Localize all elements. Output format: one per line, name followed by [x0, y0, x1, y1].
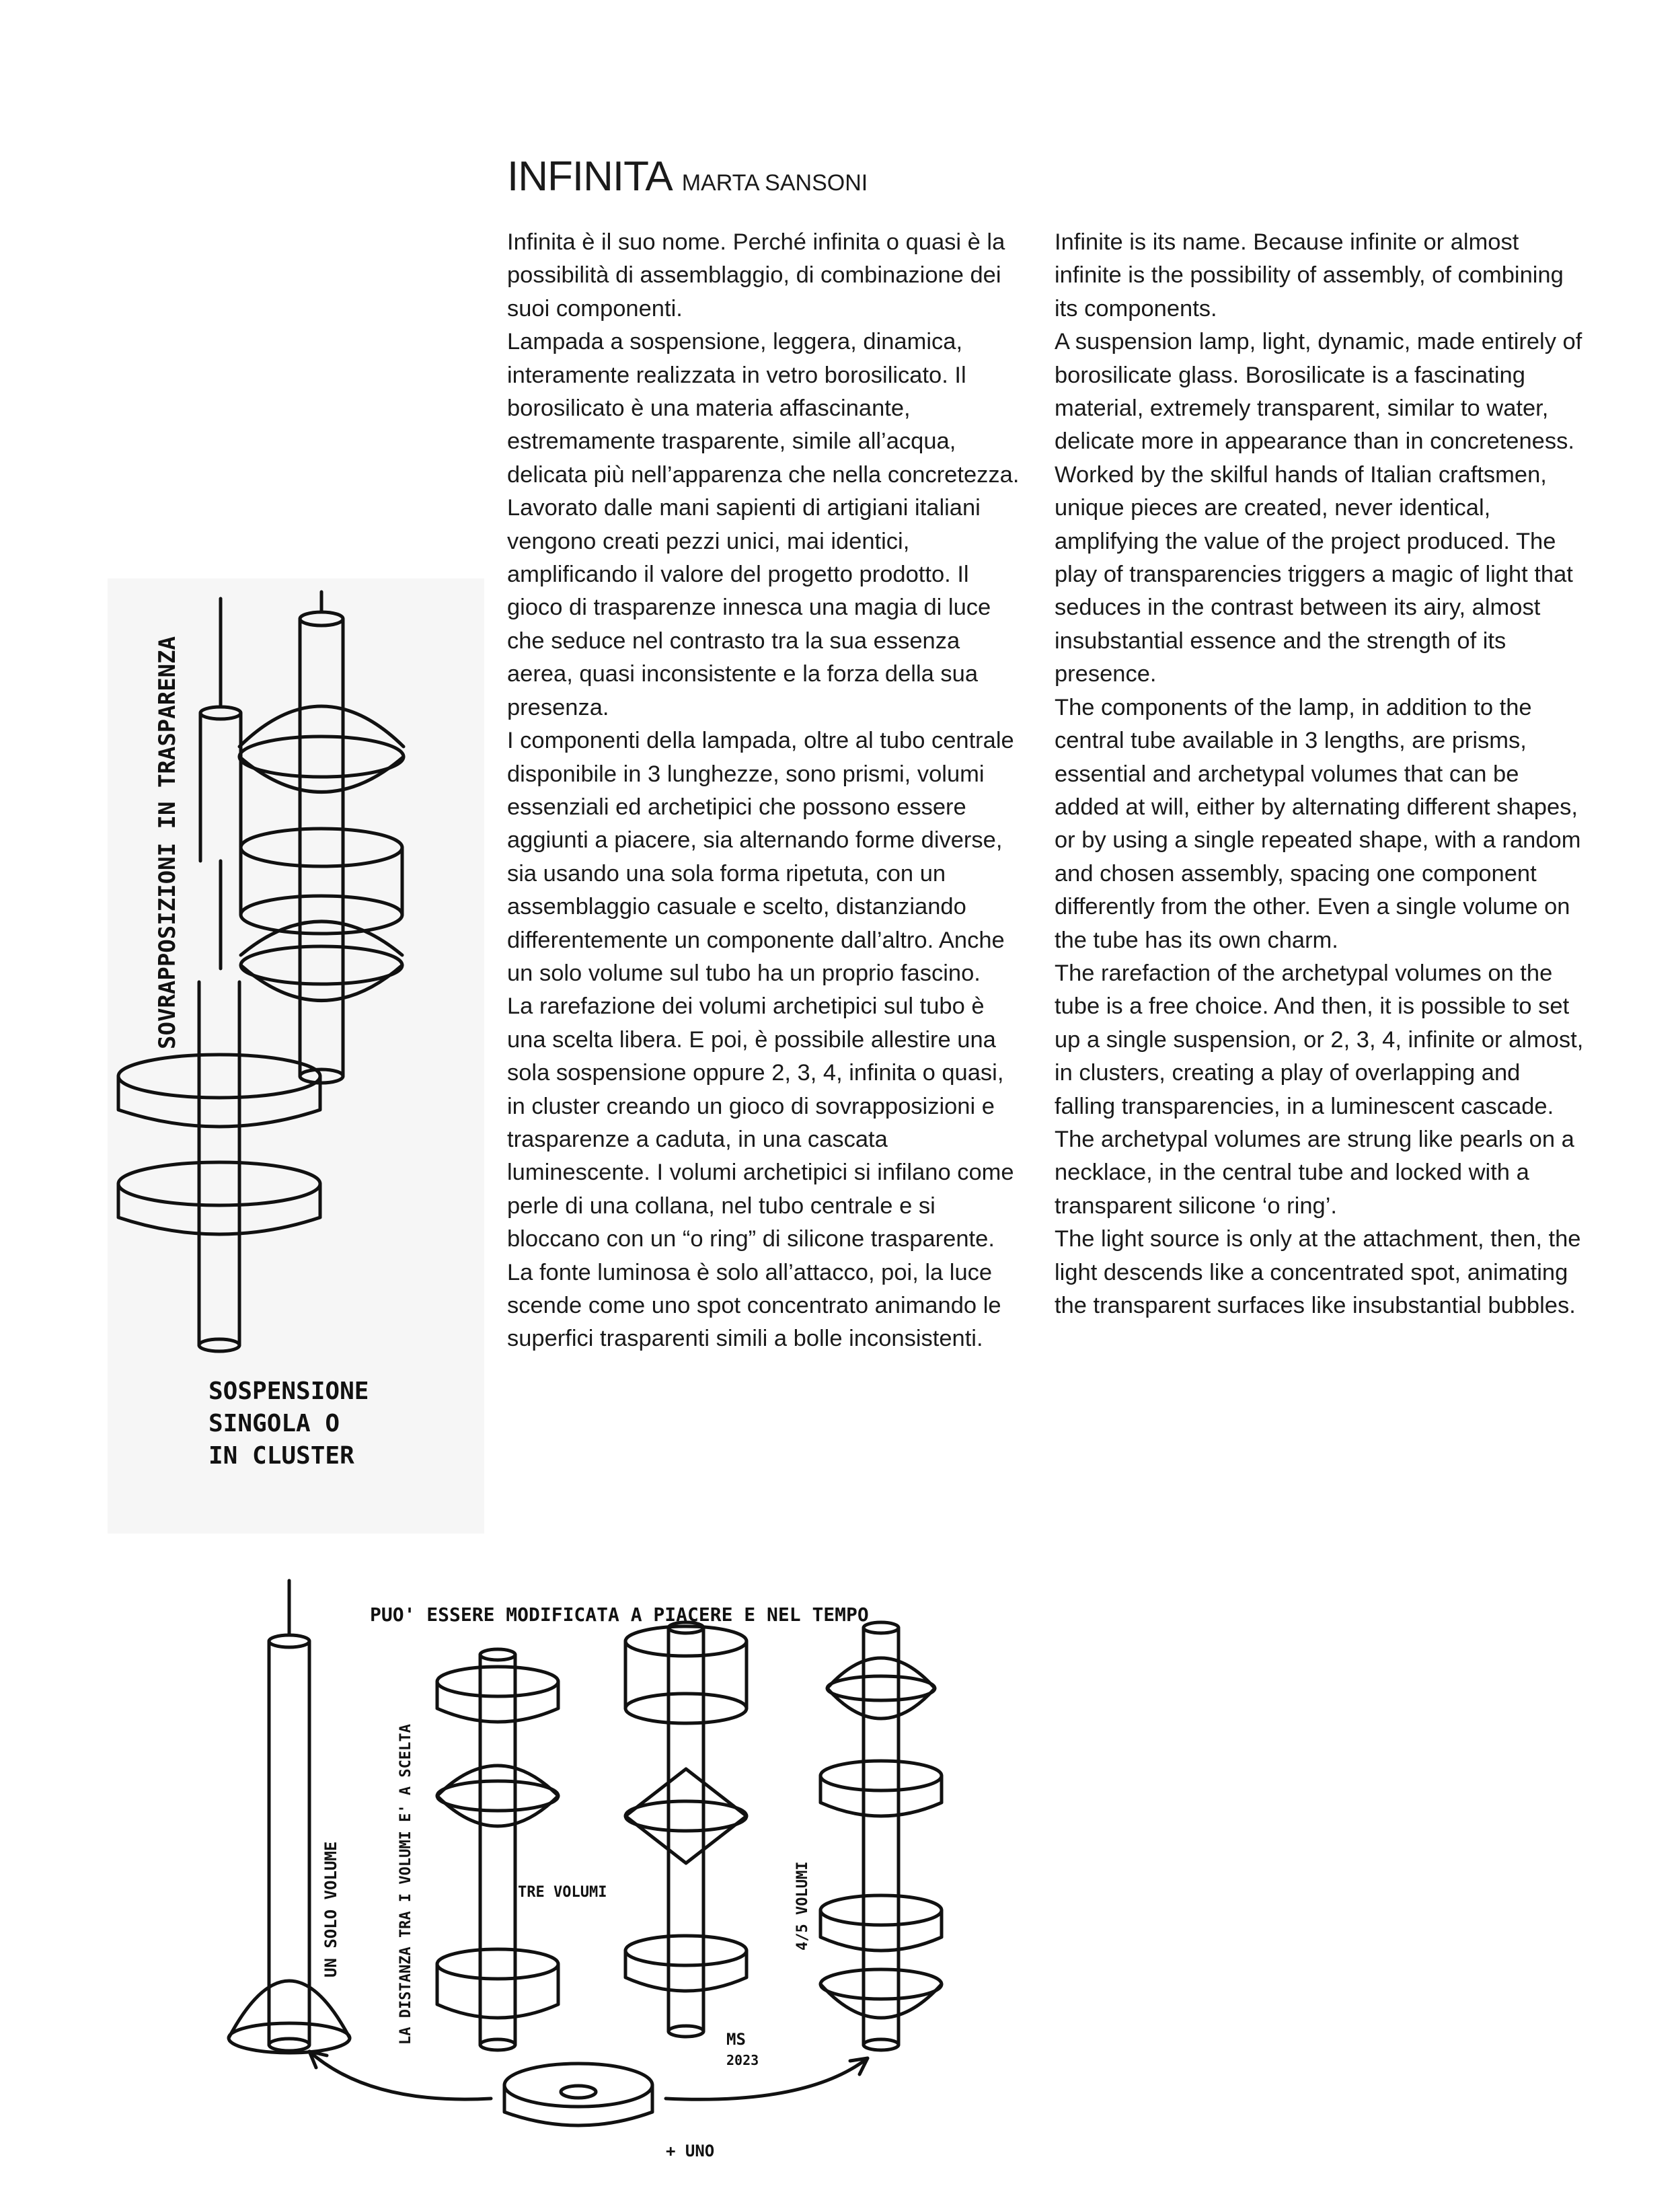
- english-paragraph: The light source is only at the attachment, then, the light descends like a concentrated spot, animating the transparent surfaces like insubstantial bubbles.: [1055, 1226, 1581, 1318]
- pendant-three-volumes: [437, 1649, 558, 2050]
- pendant-single-volume: [229, 1581, 350, 2053]
- italian-paragraph: Lavorato dalle mani sapienti di artigiani italiani vengono creati pezzi unici, mai identici, amplificando il valore del progetto prodotto. Il gioco di trasparenze innesca una magia di luce che seduce nel contrasto tra la sua essenza aerea, quasi inconsistente e la forza della sua presenza.: [507, 495, 991, 720]
- tall-pendant: [239, 612, 404, 1083]
- note-distance: LA DISTANZA TRA I VOLUMI E' A SCELTA: [397, 1724, 414, 2045]
- caption-line-2: SINGOLA O: [208, 1410, 340, 1437]
- english-paragraph: The components of the lamp, in addition to the central tube available in 3 lengths, are prisms, essential and archetypal volumes that can be added at will, either by alternating different shapes, or by using a single repeated shape, with a random and chosen assembly, spacing one component differently from the other. Even a single volume on the tube has its own charm.: [1055, 694, 1581, 953]
- italian-paragraph: I componenti della lampada, oltre al tubo centrale disponibile in 3 lunghezze, sono prismi, volumi essenziali ed archetipici che possono essere aggiunti a piacere, sia alternando forme diverse, sia usando una sola forma ripetuta, con un assemblaggio casuale e scelto, distanziando differentemente un componente dall’altro. Anche un solo volume sul tubo ha un proprio fascino.: [507, 728, 1014, 986]
- pendant-four-volumes: [625, 1622, 747, 2037]
- italian-text-column: [507, 226, 1025, 1356]
- loose-disc: [504, 2064, 652, 2125]
- note-plus-one: + UNO: [666, 2142, 715, 2160]
- cluster-sketch: [108, 578, 484, 1534]
- note-single-volume: UN SOLO VOLUME: [321, 1841, 340, 1977]
- english-paragraph: Worked by the skilful hands of Italian craftsmen, unique pieces are created, never identical, amplifying the value of the project produced. The play of transparencies triggers a magic of light that seduces in the contrast between its airy, almost insubstantial essence and the strength of its presence.: [1055, 461, 1573, 687]
- italian-paragraph: Lampada a sospensione, leggera, dinamica, interamente realizzata in vetro borosilicato. Il borosilicato è una materia affascinante, estremamente trasparente, simile all’acqua, delicata più nell’apparenza che nella concretezza.: [507, 329, 1020, 488]
- caption-line-3: IN CLUSTER: [208, 1442, 354, 1470]
- italian-paragraph: La rarefazione dei volumi archetipici sul tubo è una scelta libera. E poi, è possibile allestire una sola sospensione oppure 2, 3, 4, infinita o quasi, in cluster creando un gioco di sovrapposizioni e trasparenze a caduta, in una cascata luminescente. I volumi archetipici si infilano come perle di una collana, nel tubo centrale e si bloccano con un “o ring” di silicone trasparente.: [507, 993, 1014, 1252]
- english-paragraph: Infinite is its name. Because infinite or almost infinite is the possibility of assembly, of combining its components.: [1055, 229, 1564, 322]
- page-title: [507, 153, 868, 200]
- author-name: MARTA SANSONI: [681, 170, 868, 196]
- small-tube-pendant: [200, 707, 241, 861]
- caption-line-1: SOSPENSIONE: [208, 1378, 369, 1405]
- note-four-five-volumes: 4/5 VOLUMI: [794, 1861, 811, 1951]
- pendant-five-volumes: [820, 1622, 942, 2050]
- english-paragraph: A suspension lamp, light, dynamic, made entirely of borosilicate glass. Borosilicate is a fascinating material, extremely transparent, similar to water, delicate more in appearance than in concreteness.: [1055, 329, 1582, 455]
- italian-paragraph: La fonte luminosa è solo all’attacco, poi, la luce scende come uno spot concentrato animando le superfici trasparenti simili a bolle inconsistenti.: [507, 1259, 1001, 1352]
- english-paragraph: The rarefaction of the archetypal volumes on the tube is a free choice. And then, it is possible to set up a single suspension, or 2, 3, 4, infinite or almost, in clusters, creating a play of overlapping and falling transparencies, in a luminescent cascade. The archetypal volumes are strung like pearls on a necklace, in the central tube and locked with a transparent silicone ‘o ring’.: [1055, 960, 1584, 1219]
- signature: MS: [726, 2030, 746, 2049]
- title-text: INFINITA: [507, 153, 673, 200]
- english-text-column: [1055, 226, 1586, 1322]
- top-note: PUO' ESSERE MODIFICATA A PIACERE E NEL TEMPO: [370, 1604, 869, 1626]
- note-three-volumes: TRE VOLUMI: [518, 1884, 607, 1901]
- variants-sketch: [202, 1574, 995, 2166]
- arrows: [309, 2051, 868, 2099]
- disc-pendant: [118, 982, 320, 1351]
- vertical-note: SOVRAPPOSIZIONI IN TRASPARENZA: [154, 636, 181, 1049]
- signature-date: 2023: [726, 2052, 759, 2068]
- italian-paragraph: Infinita è il suo nome. Perché infinita o quasi è la possibilità di assemblaggio, di combinazione dei suoi componenti.: [507, 229, 1005, 322]
